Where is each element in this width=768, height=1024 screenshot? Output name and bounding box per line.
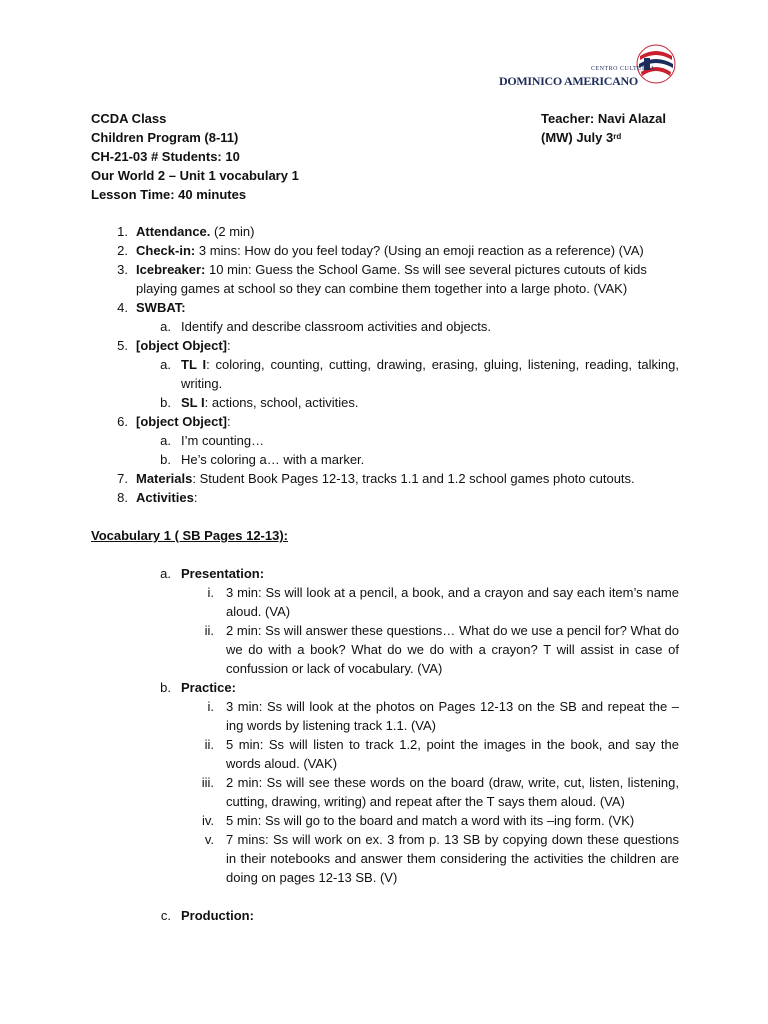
step-number: i. bbox=[207, 699, 214, 714]
item-text: He’s coloring a… with a marker. bbox=[181, 452, 365, 467]
list-item bbox=[91, 488, 679, 507]
step-text: 7 mins: Ss will work on ex. 3 from p. 13 SB by copying down these questions in their notebooks and answer them considering the activities the children are doing on pages 12-13 SB. (V) bbox=[226, 832, 679, 885]
stage-label: Presentation: bbox=[181, 566, 265, 581]
item-text: : bbox=[227, 414, 231, 429]
item-label: [object Object] bbox=[136, 414, 228, 429]
item-text: Identify and describe classroom activities and objects. bbox=[181, 319, 491, 334]
logo-emblem-icon bbox=[636, 44, 676, 84]
step-text: 3 min: Ss will look at a pencil, a book, and a crayon and say each item’s name aloud. (VA) bbox=[226, 585, 679, 619]
step-item bbox=[91, 583, 679, 621]
teacher-name: Teacher: Navi Alazal bbox=[541, 111, 666, 126]
stage-heading bbox=[91, 678, 679, 697]
lesson-time: Lesson Time: 40 minutes bbox=[91, 187, 247, 202]
item-label: Attendance. bbox=[136, 224, 211, 239]
stage-heading bbox=[91, 906, 679, 925]
teacher-info bbox=[541, 109, 666, 147]
item-number: 7. bbox=[117, 471, 128, 486]
stage-letter: b. bbox=[160, 680, 171, 695]
stage-label: Production: bbox=[181, 908, 254, 923]
item-text: I’m counting… bbox=[181, 433, 265, 448]
item-number: 4. bbox=[117, 300, 128, 315]
step-text: 3 min: Ss will look at the photos on Pages 12-13 on the SB and repeat the –ing words by listening track 1.1. (VA) bbox=[226, 699, 679, 733]
item-number: a. bbox=[160, 319, 171, 334]
step-text: 2 min: Ss will answer these questions… What do we use a pencil for? What do we do with a book? What do we do with a crayon? T will assist in case of confussion or lack of vocabulary. (VA) bbox=[226, 623, 679, 676]
item-text: : bbox=[227, 338, 231, 353]
date-suffix: rd bbox=[613, 132, 622, 141]
item-label: Activities bbox=[136, 490, 194, 505]
step-item bbox=[91, 773, 679, 811]
date-text: (MW) July 3 bbox=[541, 130, 614, 145]
item-label: TL I bbox=[181, 357, 207, 372]
section-title: Vocabulary 1 ( SB Pages 12-13): bbox=[91, 528, 289, 543]
group-students: CH-21-03 # Students: 10 bbox=[91, 149, 240, 164]
item-text: 3 mins: How do you feel today? (Using an emoji reaction as a reference) (VA) bbox=[195, 243, 644, 258]
step-number: ii. bbox=[204, 623, 214, 638]
list-item bbox=[91, 469, 679, 488]
item-label: Icebreaker: bbox=[136, 262, 206, 277]
item-number: 5. bbox=[117, 338, 128, 353]
book-unit: Our World 2 – Unit 1 vocabulary 1 bbox=[91, 168, 299, 183]
step-text: 5 min: Ss will listen to track 1.2, point the images in the book, and say the words aloud. (VAK) bbox=[226, 737, 679, 771]
item-label: [object Object] bbox=[136, 338, 228, 353]
item-text: : bbox=[193, 490, 198, 505]
item-number: b. bbox=[160, 452, 171, 467]
lesson-date bbox=[541, 128, 666, 147]
step-number: v. bbox=[204, 832, 214, 847]
step-text: 2 min: Ss will see these words on the board (draw, write, cut, listen, listening, cutting, drawing, writing) and repeat after the T says them aloud. (VA) bbox=[226, 775, 679, 809]
sub-list-item bbox=[91, 431, 679, 450]
lesson-plan bbox=[91, 222, 679, 925]
step-item bbox=[91, 811, 679, 830]
logo bbox=[496, 44, 686, 94]
item-label: SL I bbox=[181, 395, 205, 410]
item-text: : Student Book Pages 12-13, tracks 1.1 and 1.2 school games photo cutouts. bbox=[192, 471, 635, 486]
step-text: 5 min: Ss will go to the board and match a word with its –ing form. (VK) bbox=[226, 813, 635, 828]
list-item bbox=[91, 412, 679, 431]
sub-list-item bbox=[91, 355, 679, 393]
header-info bbox=[91, 109, 299, 204]
step-item bbox=[91, 830, 679, 887]
step-number: iv. bbox=[201, 813, 214, 828]
list-item bbox=[91, 222, 679, 241]
item-text: : coloring, counting, cutting, drawing, erasing, gluing, listening, reading, talking, writing. bbox=[181, 357, 679, 391]
item-number: b. bbox=[160, 395, 171, 410]
item-label: SWBAT: bbox=[136, 300, 186, 315]
logo-subtitle: CENTRO CULTURAL bbox=[591, 66, 656, 72]
sub-list-item bbox=[91, 393, 679, 412]
item-number: 6. bbox=[117, 414, 128, 429]
item-text: : actions, school, activities. bbox=[204, 395, 359, 410]
class-name: CCDA Class bbox=[91, 111, 167, 126]
list-item bbox=[91, 336, 679, 355]
list-item bbox=[91, 260, 679, 298]
item-text: 10 min: Guess the School Game. Ss will see several pictures cutouts of kids playing games at school so they can combine them together into a large photo. (VAK) bbox=[136, 262, 647, 296]
stage-label: Practice: bbox=[181, 680, 236, 695]
list-item bbox=[91, 298, 679, 317]
item-label: Check-in: bbox=[136, 243, 196, 258]
item-number: a. bbox=[160, 357, 171, 372]
item-number: 3. bbox=[117, 262, 128, 277]
step-item bbox=[91, 697, 679, 735]
step-number: ii. bbox=[204, 737, 214, 752]
stage-letter: a. bbox=[160, 566, 171, 581]
stage-letter: c. bbox=[160, 908, 171, 923]
step-item bbox=[91, 621, 679, 678]
item-number: a. bbox=[160, 433, 171, 448]
item-label: Materials bbox=[136, 471, 193, 486]
item-number: 1. bbox=[117, 224, 128, 239]
step-number: iii. bbox=[201, 775, 214, 790]
program-name: Children Program (8-11) bbox=[91, 130, 239, 145]
sub-list-item bbox=[91, 317, 679, 336]
step-item bbox=[91, 735, 679, 773]
sub-list-item bbox=[91, 450, 679, 469]
spacer bbox=[91, 887, 679, 906]
item-text: (2 min) bbox=[210, 224, 255, 239]
stage-heading bbox=[91, 564, 679, 583]
list-item bbox=[91, 241, 679, 260]
logo-title: DOMINICO AMERICANO bbox=[499, 74, 638, 88]
step-number: i. bbox=[207, 585, 214, 600]
item-number: 8. bbox=[117, 490, 128, 505]
item-number: 2. bbox=[117, 243, 128, 258]
